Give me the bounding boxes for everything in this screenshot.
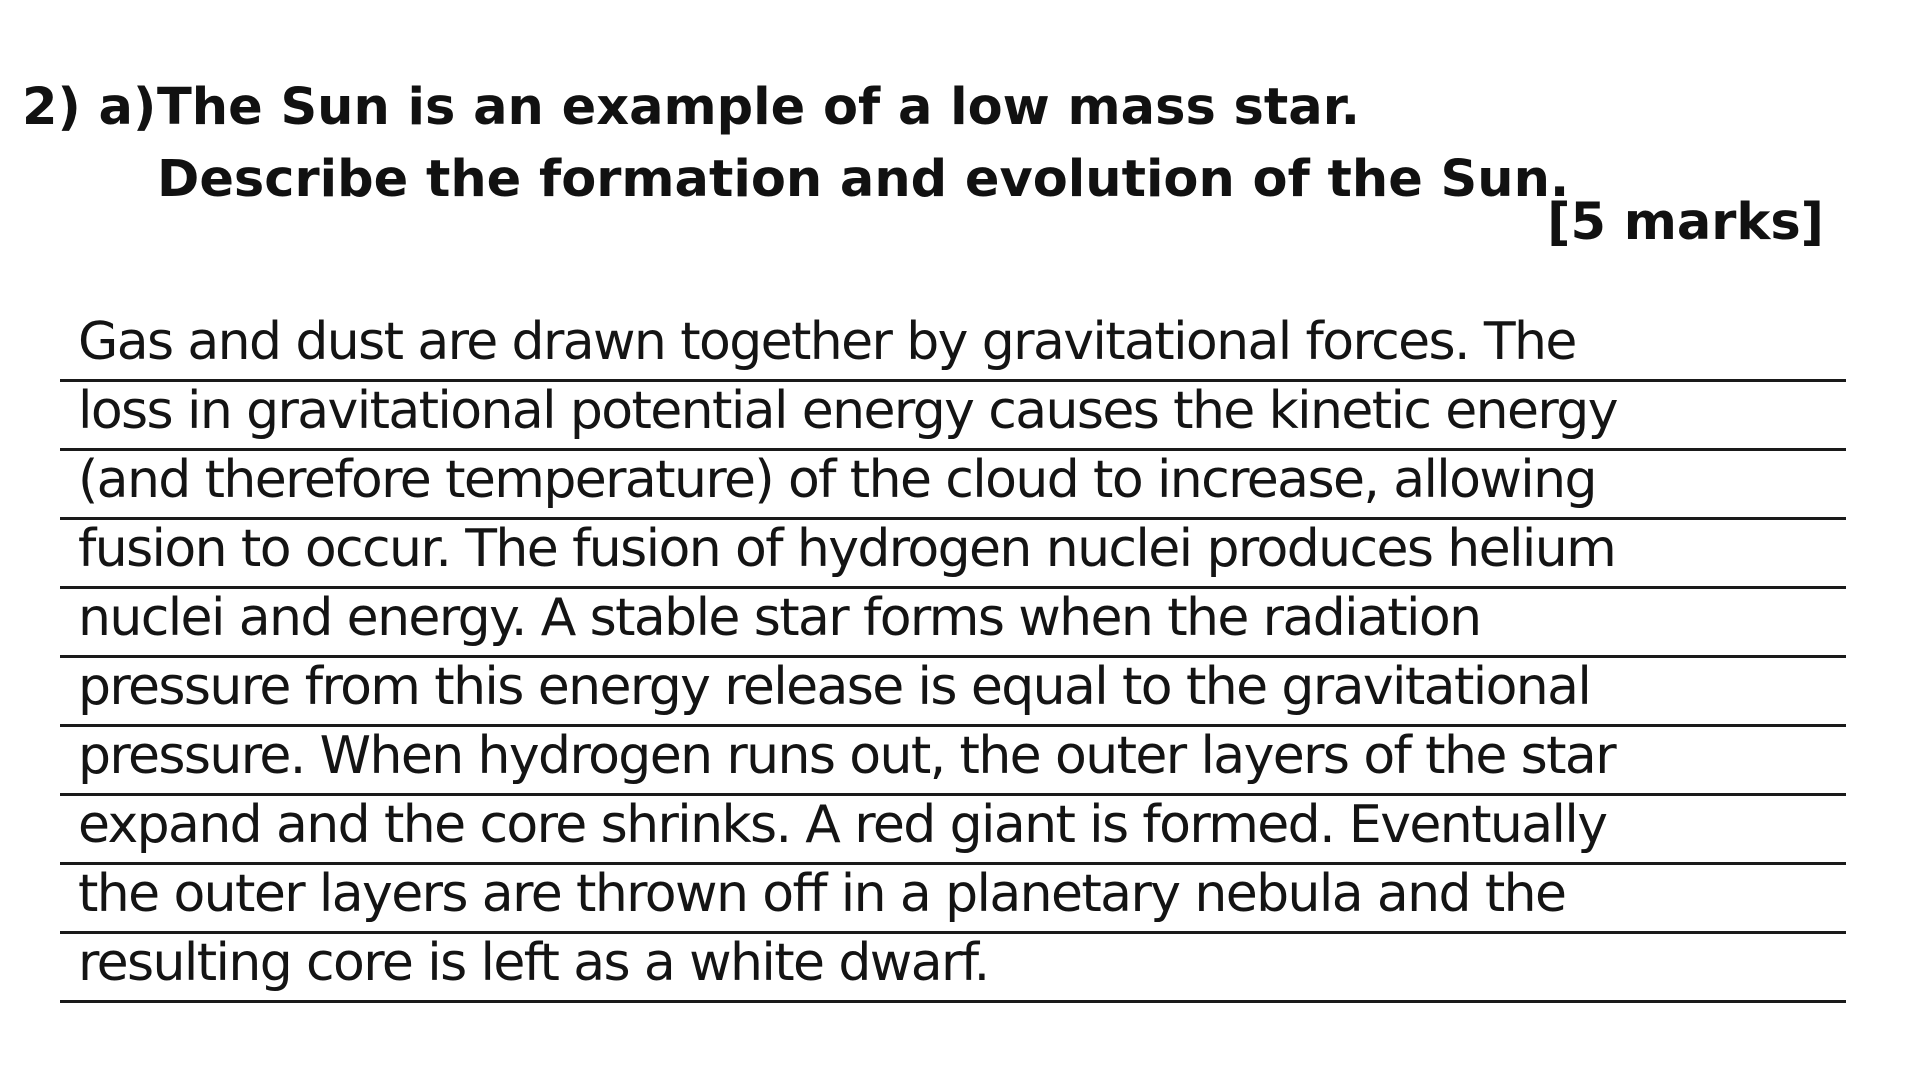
answer-line	[60, 865, 1846, 934]
answer-line	[60, 658, 1846, 727]
answer-area	[60, 313, 1846, 1003]
answer-line-text: fusion to occur. The fusion of hydrogen nuclei produces helium	[78, 519, 1616, 579]
answer-line	[60, 382, 1846, 451]
answer-line-text: nuclei and energy. A stable star forms when the radiation	[78, 588, 1481, 648]
question-number: 2) a)	[22, 78, 157, 137]
answer-line-text: Gas and dust are drawn together by gravitational forces. The	[78, 312, 1576, 372]
answer-line	[60, 451, 1846, 520]
answer-line-text: expand and the core shrinks. A red giant is formed. Eventually	[78, 795, 1607, 855]
answer-line-text: pressure from this energy release is equal to the gravitational	[78, 657, 1591, 717]
answer-line-text: loss in gravitational potential energy causes the kinetic energy	[78, 381, 1617, 441]
marks-label: [5 marks]	[1547, 193, 1824, 252]
answer-line	[60, 589, 1846, 658]
answer-line-text: resulting core is left as a white dwarf.	[78, 933, 989, 993]
answer-line	[60, 727, 1846, 796]
question-prompt: The Sun is an example of a low mass star. Describe the formation and evolution of the Sun.	[157, 78, 1570, 209]
answer-line-text: pressure. When hydrogen runs out, the outer layers of the star	[78, 726, 1615, 786]
answer-line	[60, 796, 1846, 865]
answer-line-text: (and therefore temperature) of the cloud to increase, allowing	[78, 450, 1596, 510]
answer-line	[60, 313, 1846, 382]
answer-line	[60, 520, 1846, 589]
answer-line	[60, 934, 1846, 1003]
question-heading	[22, 72, 1622, 216]
answer-line-text: the outer layers are thrown off in a planetary nebula and the	[78, 864, 1566, 924]
